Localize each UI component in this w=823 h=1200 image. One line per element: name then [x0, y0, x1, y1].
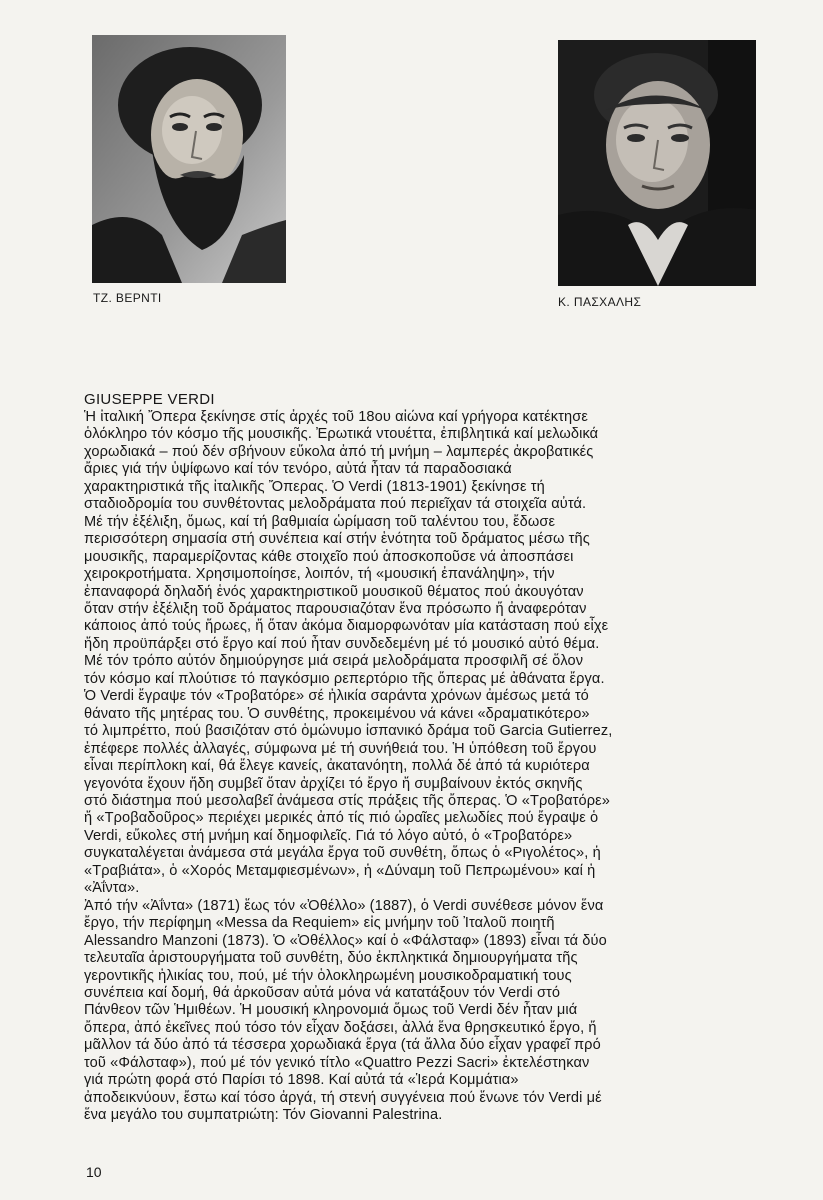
body-line: γεροντικῆς ἡλικίας του, πού, μέ τήν ὁλοκληρωμένη μουσικοδραματική τους — [84, 967, 572, 984]
body-line: Verdi, εὔκολες στή μνήμη καί δημοφιλεῖς. Γιά τό λόγο αὐτό, ὁ «Τροβατόρε» — [84, 827, 573, 844]
body-line: χαρακτηριστικά τῆς ἰταλικῆς Ὄπερας. Ὁ Verdi (1813-1901) ξεκίνησε τή — [84, 478, 545, 495]
body-line: συγκαταλέγεται ἀνάμεσα στά μεγάλα ἔργα τοῦ συνθέτη, ὅπως ὁ «Ριγολέτος», ἡ — [84, 845, 601, 862]
body-line: τό λιμπρέττο, πού βασιζόταν στό ὁμώνυμο ἰσπανικό δράμα τοῦ Garcia Gutierrez, — [84, 723, 613, 740]
body-line: ἀποδεικνύουν, ἔστω καί τόσο ἀργά, τή στενή συγγένεια πού ἕνωνε τόν Verdi μέ — [84, 1089, 602, 1106]
body-line: συνέπεια καί δομή, θά ἀρκοῦσαν αὐτά μόνα νά κατατάξουν τόν Verdi στό — [84, 984, 561, 1001]
body-line: ὄπερα, ἀπό ἐκεῖνες πού τόσο τόν εἶχαν δοξάσει, ἀλλά ἕνα θρησκευτικό ἔργο, ἤ — [84, 1019, 597, 1036]
body-line: Πάνθεον τῶν Ἡμιθέων. Ἡ μουσική κληρονομιά ὅμως τοῦ Verdi δέν ἦταν μιά — [84, 1002, 578, 1019]
body-line: Alessandro Manzoni (1873). Ὁ «Ὀθέλλος» καί ὁ «Φάλσταφ» (1893) εἶναι τά δύο — [84, 932, 607, 949]
body-line: περισσότερη σημασία στή συνέπεια καί στήν ἑνότητα τοῦ δράματος μέσω τῆς — [84, 531, 590, 548]
body-line: χορωδιακά – πού δέν σβήνουν εὔκολα ἀπό τή μνήμη – λαμπερές ἀκροβατικές — [84, 443, 594, 460]
body-line: ὅταν στήν ἐξέλιξη τοῦ δράματος παρουσιαζόταν ἕνα πρόσωπο ἤ ἀναφερόταν — [84, 600, 587, 617]
body-line: τόν κόσμο καί πλούτισε τό παγκόσμιο ρεπερτόριο τῆς ὄπερας μέ ἀθάνατα ἔργα. — [84, 670, 605, 687]
body-line: σταδιοδρομία του συνθέτοντας μελοδράματα πού περιεῖχαν τά στοιχεῖα αὐτά. — [84, 496, 587, 513]
body-line: γιά πρώτη φορά στό Παρίσι τό 1898. Καί αὐτά τά «Ἱερά Κομμάτια» — [84, 1072, 519, 1089]
body-line: θάνατο τῆς μητέρας του. Ὁ συνθέτης, προκειμένου νά κάνει «δραματικότερο» — [84, 705, 590, 722]
body-line: τελευταῖα ἀριστουργήματα τοῦ συνθέτη, δύο ἐκπληκτικά δημιουργήματα τῆς — [84, 950, 578, 967]
body-line: ὁλόκληρο τόν κόσμο τῆς μουσικῆς. Ἐρωτικά ντουέττα, ἐπιβλητικά καί μελωδικά — [84, 426, 599, 443]
body-line: γεγονότα ἔχουν ἤδη συμβεῖ ὅταν ἀρχίζει τό ἔργο ἤ συμβαίνουν ἐκτός σκηνῆς — [84, 775, 583, 792]
body-line: Μέ τόν τρόπο αὐτόν δημιούργησε μιά σειρά μελοδράματα προσφιλῆ σέ ὅλον — [84, 653, 584, 670]
body-line: ἤδη προϋπάρξει στό ἔργο καί πού ἦταν συνδεδεμένη μέ τό μουσικό αὐτό θέμα. — [84, 635, 600, 652]
body-line: μᾶλλον τά δύο ἀπό τά τέσσερα χορωδιακά ἔργα (τά ἄλλα δύο εἶχαν γραφεῖ πρό — [84, 1037, 601, 1054]
body-line: «Ἀΐντα». — [84, 880, 140, 897]
article-body — [84, 409, 774, 1125]
paschalis-portrait-photo — [558, 40, 756, 286]
body-line: Ἡ ἰταλική Ὄπερα ξεκίνησε στίς ἀρχές τοῦ 18ου αἰώνα καί γρήγορα κατέκτησε — [84, 409, 588, 425]
body-line: ἕνα μεγάλο του συμπατριώτη: Τόν Giovanni Palestrina. — [84, 1107, 443, 1124]
body-line: «Τραβιάτα», ὁ «Χορός Μεταμφιεσμένων», ἡ «Δύναμη τοῦ Πεπρωμένου» καί ἡ — [84, 862, 596, 879]
body-line: κάποιος ἀπό τούς ἥρωες, ἤ ὅταν ἀκόμα διαμορφωνόταν μία κατάσταση πού εἶχε — [84, 618, 609, 635]
paschalis-photo-caption: Κ. ΠΑΣΧΑΛΗΣ — [558, 295, 642, 309]
body-line: ἤ «Τροβαδοῦρος» περιέχει μερικές ἀπό τίς πιό ὡραῖες μελωδίες πού ἔγραψε ὁ — [84, 810, 599, 827]
body-line: χειροκροτήματα. Χρησιμοποίησε, λοιπόν, τή «μουσική ἐπανάληψη», τήν — [84, 566, 555, 583]
article — [84, 391, 774, 1125]
page-number: 10 — [86, 1164, 102, 1180]
article-title: GIUSEPPE VERDI — [84, 391, 215, 408]
body-line: Ὁ Verdi ἔγραψε τόν «Τροβατόρε» σέ ἡλικία σαράντα χρόνων ἀμέσως μετά τό — [84, 688, 589, 705]
body-line: Μέ τήν ἐξέλιξη, ὅμως, καί τή βαθμιαία ὡρίμαση τοῦ ταλέντου του, ἔδωσε — [84, 513, 556, 530]
body-line: στό διάστημα πού μεσολαβεῖ ἀνάμεσα στίς πράξεις τῆς ὄπερας. Ὁ «Τροβατόρε» — [84, 792, 610, 809]
body-line: ἄριες γιά τήν ὑψίφωνο καί τόν τενόρο, αὐτά ἦταν τά παραδοσιακά — [84, 461, 512, 478]
body-line: μουσικῆς, παραμερίζοντας κάθε στοιχεῖο πού ἀποσκοποῦσε νά ἀποσπάσει — [84, 548, 574, 565]
body-line: ἔργο, τήν περίφημη «Messa da Requiem» εἰς μνήμην τοῦ Ἰταλοῦ ποιητῆ — [84, 915, 555, 932]
body-line: Ἀπό τήν «Ἀΐντα» (1871) ἕως τόν «Ὀθέλλο» (1887), ὁ Verdi συνέθεσε μόνον ἕνα — [84, 897, 604, 914]
body-line: ἐπαναφορά δηλαδή ἑνός χαρακτηριστικοῦ μουσικοῦ θέματος πού ἀκουγόταν — [84, 583, 584, 600]
verdi-portrait-photo — [92, 35, 286, 283]
body-line: εἶναι περίπλοκη καί, θά ἔλεγε κανείς, ἀκατανόητη, πολλά δέ ἀπό τά κυριότερα — [84, 758, 590, 775]
body-line: ἐπέφερε πολλές ἀλλαγές, σύμφωνα μέ τή συνήθειά του. Ἡ ὑπόθεση τοῦ ἔργου — [84, 740, 597, 757]
verdi-photo-caption: ΤΖ. ΒΕΡΝΤΙ — [93, 291, 162, 305]
body-line: τοῦ «Φάλσταφ»), πού μέ τόν γενικό τίτλο «Quattro Pezzi Sacri» ἐκτελέστηκαν — [84, 1054, 590, 1071]
